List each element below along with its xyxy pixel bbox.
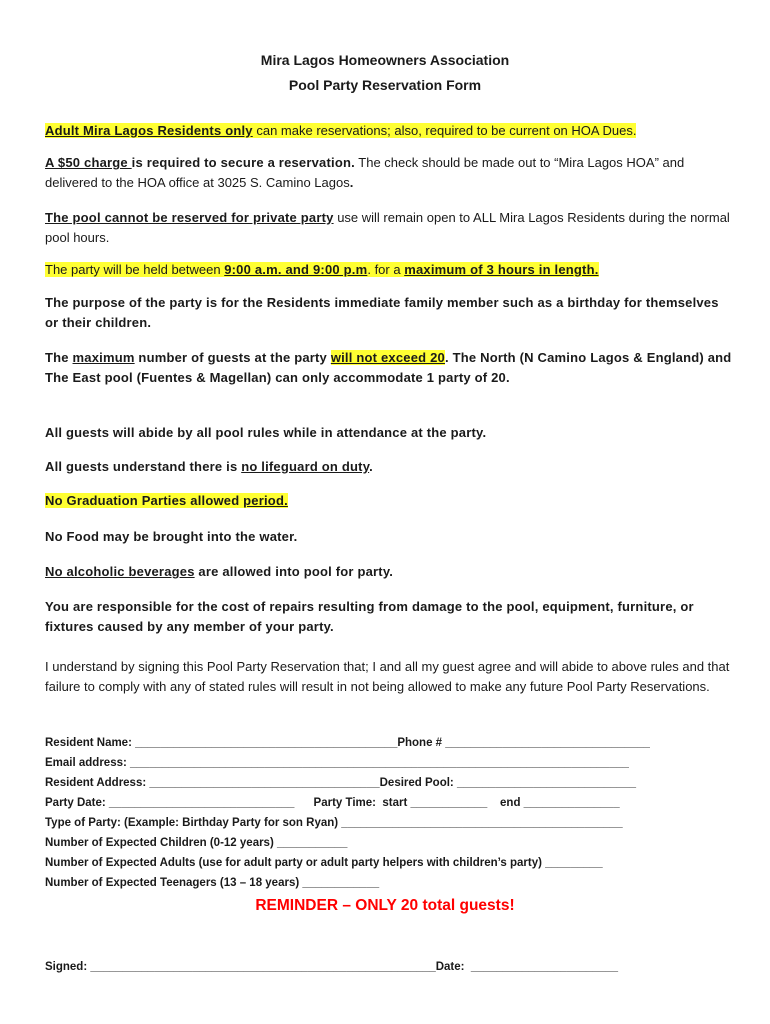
rule-purpose: The purpose of the party is for the Residents immediate family member such as a birthday for themselves or their children. [45, 295, 719, 330]
form-title: Pool Party Reservation Form [288, 77, 482, 93]
rule-party-hours-time: 9:00 a.m. and 9:00 p.m [224, 262, 368, 277]
children-count-field[interactable]: Number of Expected Children (0-12 years) ___________ [45, 837, 348, 849]
rule-pool-rules: All guests will abide by all pool rules while in attendance at the party. [45, 425, 487, 440]
rule-max-guests-a: The [45, 350, 73, 365]
rule-lifeguard [45, 457, 735, 477]
rule-charge-period: . [349, 174, 354, 190]
resident-name-phone-field[interactable]: Resident Name: _________________________________________Phone # ________________________________ [45, 737, 650, 749]
rule-damages: You are responsible for the cost of repairs resulting from damage to the pool, equipment, furniture, or fixtures caused by any member of your party. [45, 599, 694, 634]
rule-food: No Food may be brought into the water. [45, 529, 298, 544]
email-field[interactable]: Email address: ______________________________________________________________________________ [45, 757, 629, 769]
rule-party-hours-c: . for a [367, 262, 405, 277]
party-date-time-field[interactable]: Party Date: _____________________________ Party Time: start ____________ end _______________ [45, 797, 620, 809]
rule-private-party [45, 208, 735, 247]
signature-date-field[interactable]: Signed: ______________________________________________________Date: _______________________ [45, 961, 618, 973]
org-name: Mira Lagos Homeowners Association [260, 52, 510, 68]
rule-max-guests-e: . The North (N Camino Lagos & England) and The East pool (Fuentes & Magellan) can only accommodate 1 party of 20. [45, 350, 732, 385]
rule-adult-residents-text: can make reservations; also, required to be current on HOA Dues. [252, 123, 637, 138]
rule-charge-amount: A $50 charge [45, 155, 132, 170]
rule-charge-bold: is required to secure a reservation. [131, 155, 355, 170]
rule-alcohol-emphasis: No alcoholic beverages [45, 564, 195, 579]
reminder-text: REMINDER – ONLY 20 total guests! [255, 897, 515, 914]
rule-graduation-a: No Graduation Parties allowed [45, 493, 244, 508]
rule-alcohol [45, 562, 735, 582]
rule-adult-residents-emphasis: Adult Mira Lagos Residents only [45, 123, 253, 138]
rule-private-party-text: use will remain open to ALL Mira Lagos Residents during the normal pool hours. [45, 210, 730, 245]
rule-lifeguard-c: . [369, 459, 373, 474]
rule-charge-text: The check should be made out to “Mira Lagos HOA” and delivered to the HOA office at 3025 S. Camino Lagos [45, 155, 685, 190]
rule-private-party-emphasis: The pool cannot be reserved for private party [45, 210, 334, 225]
teenagers-count-field[interactable]: Number of Expected Teenagers (13 – 18 years) ____________ [45, 877, 380, 889]
rule-graduation [45, 491, 735, 511]
rule-lifeguard-a: All guests understand there is [45, 459, 242, 474]
rule-lifeguard-emphasis: no lifeguard on duty [241, 459, 370, 474]
rule-max-guests-limit: will not exceed 20 [330, 350, 445, 365]
address-pool-field[interactable]: Resident Address: ____________________________________Desired Pool: ____________________________ [45, 777, 637, 789]
rule-party-hours-max: maximum of 3 hours in length. [404, 262, 599, 277]
agreement-text: I understand by signing this Pool Party Reservation that; I and all my guest agree and will abide to above rules and that failure to comply with any of stated rules will result in not being allowed to make any future Pool Party Reservations. [45, 659, 730, 694]
adults-count-field[interactable]: Number of Expected Adults (use for adult party or adult party helpers with children’s party) _________ [45, 857, 603, 869]
rule-alcohol-text: are allowed into pool for party. [194, 564, 394, 579]
rule-charge [45, 153, 735, 192]
rule-max-guests-maximum: maximum [72, 350, 135, 365]
rule-graduation-period: period. [243, 493, 288, 508]
rule-max-guests [45, 348, 735, 387]
rule-party-hours-a: The party will be held between [45, 262, 225, 277]
rule-adult-residents [45, 121, 735, 141]
rule-party-hours [45, 260, 735, 280]
rule-max-guests-c: number of guests at the party [134, 350, 331, 365]
party-type-field[interactable]: Type of Party: (Example: Birthday Party for son Ryan) ____________________________________________ [45, 817, 623, 829]
